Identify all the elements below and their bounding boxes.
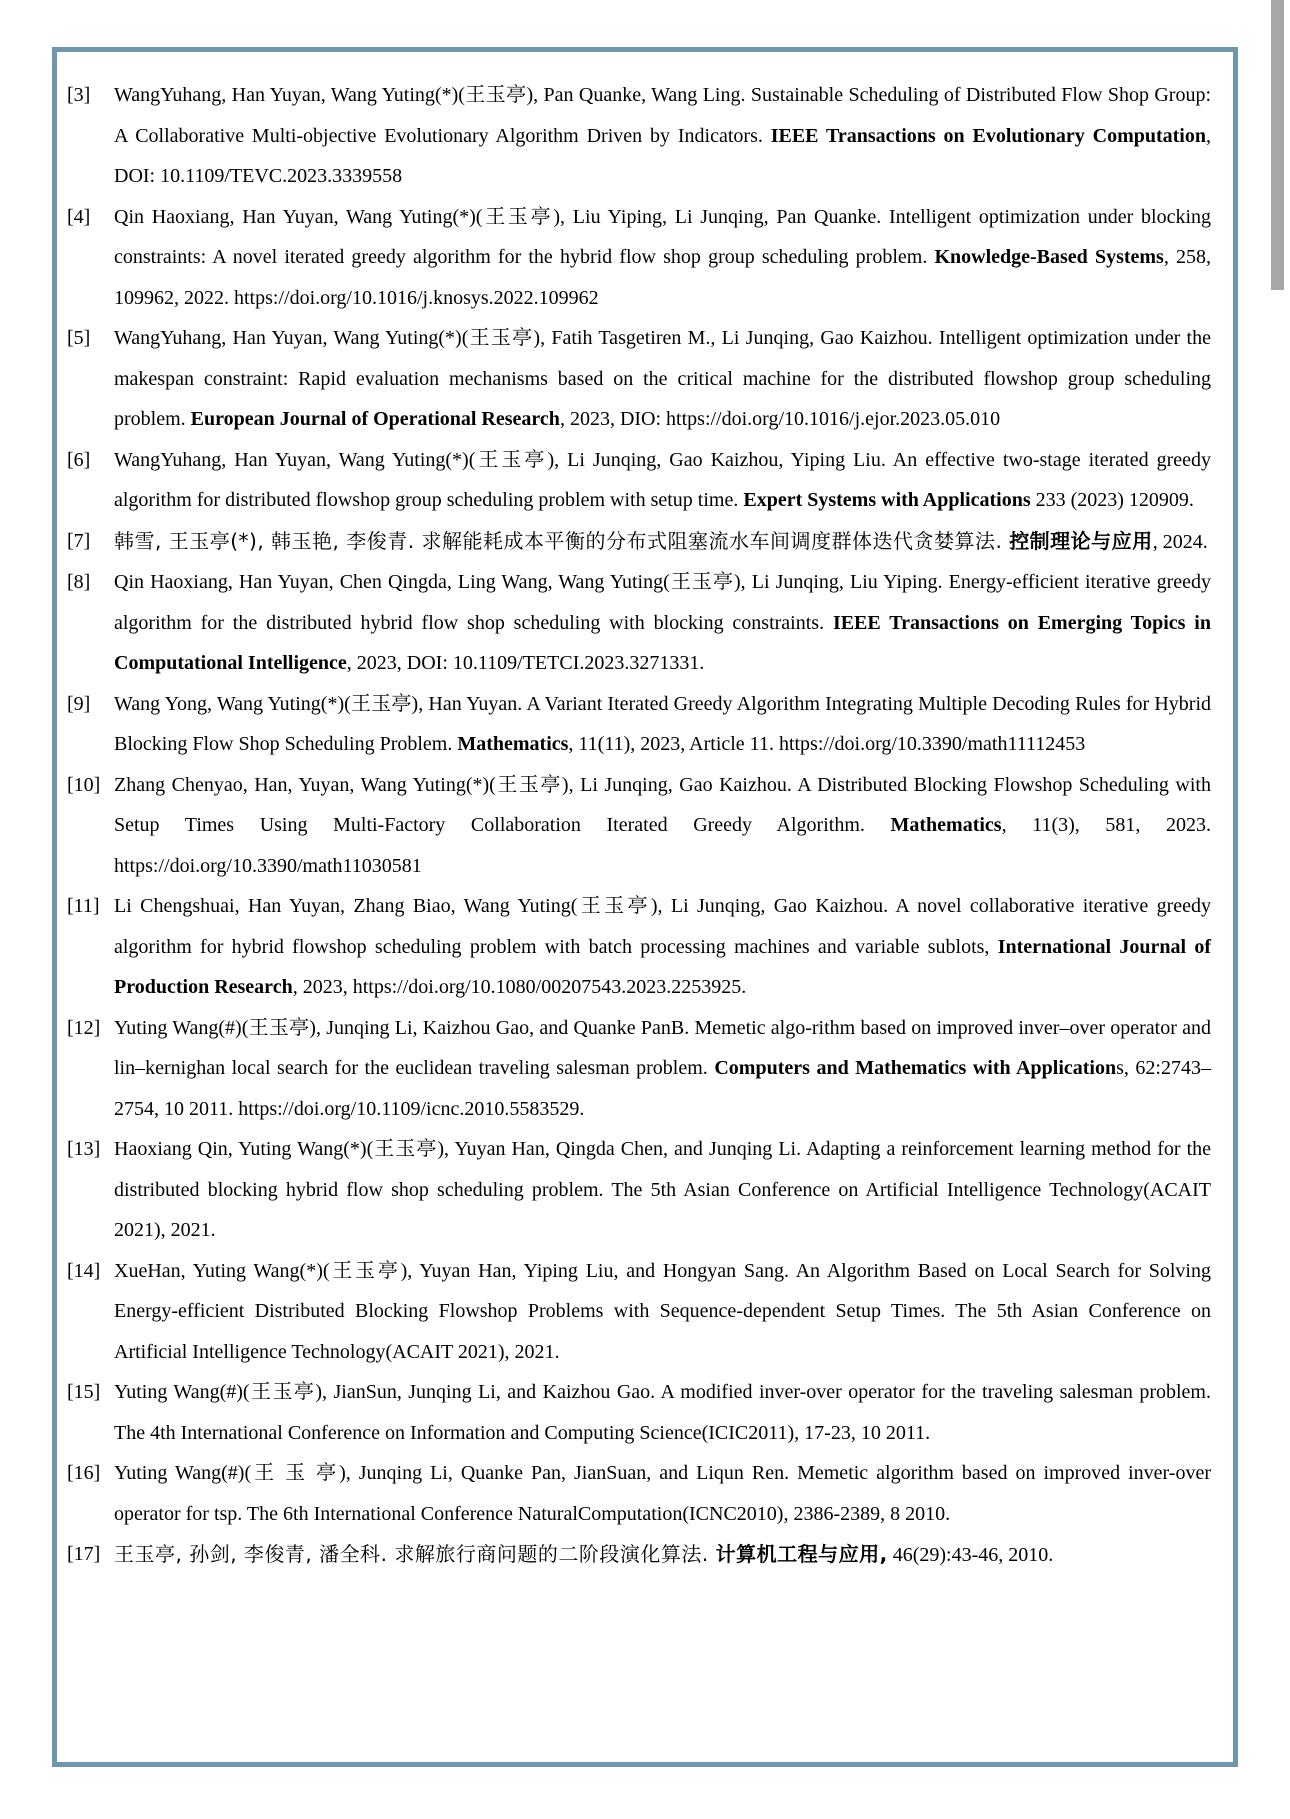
reference-text <box>114 1534 1211 1576</box>
reference-item <box>67 75 1211 197</box>
reference-item <box>67 562 1211 684</box>
page-frame <box>52 47 1238 1767</box>
reference-number: [12] <box>67 1016 101 1039</box>
reference-item <box>67 197 1211 319</box>
reference-segment: Qin Haoxiang, Han Yuyan, Chen Qingda, Ling Wang, Wang Yuting(王玉亭), Li Junqing, Liu Yiping. Energy-efficient iterative greedy algorithm for the distributed hybrid flow shop scheduling with blocking constraints. <box>114 571 1211 634</box>
reference-segment: Mathematics <box>457 733 569 755</box>
reference-item <box>67 521 1211 563</box>
reference-segment: , 11(11), 2023, Article 11. https://doi.org/10.3390/math11112453 <box>568 733 1086 755</box>
reference-segment: s, 62:2743–2754, 10 2011. https://doi.org/10.1109/icnc.2010.5583529. <box>114 1057 1211 1120</box>
reference-number: [8] <box>67 571 91 593</box>
reference-text <box>114 521 1211 563</box>
reference-segment: WangYuhang, Han Yuyan, Wang Yuting(*)(王玉亭), Pan Quanke, Wang Ling. Sustainable Scheduling of Distributed Flow Shop Group: A Collaborative Multi-objective Evolutionary Algorithm Driven by Indicators. <box>114 84 1211 147</box>
reference-segment: WangYuhang, Han Yuyan, Wang Yuting(*)(王玉亭), Li Junqing, Gao Kaizhou, Yiping Liu. An effective two-stage iterated greedy algorithm for distributed flowshop group scheduling problem with setup time. <box>114 448 1211 511</box>
reference-number: [14] <box>67 1259 101 1282</box>
reference-segment: Expert Systems with Applications <box>743 489 1031 511</box>
reference-segment: 46(29):43-46, 2010. <box>887 1544 1054 1566</box>
reference-item <box>67 440 1211 521</box>
reference-number: [6] <box>67 448 91 471</box>
reference-text <box>114 197 1211 319</box>
reference-segment: , 2023, DIO: https://doi.org/10.1016/j.ejor.2023.05.010 <box>559 408 1001 430</box>
reference-segment: Wang Yong, Wang Yuting(*)(王玉亭), Han Yuyan. A Variant Iterated Greedy Algorithm Integrating Multiple Decoding Rules for Hybrid Blocking Flow Shop Scheduling Problem. <box>114 692 1211 755</box>
reference-segment: Yuting Wang(#)(王玉亭), Junqing Li, Kaizhou Gao, and Quanke PanB. Memetic algo-rithm based on improved inver–over operator and lin–kernighan local search for the euclidean traveling salesman problem. <box>114 1016 1211 1079</box>
reference-text <box>114 318 1211 440</box>
reference-segment: 王玉亭, 孙剑, 李俊青, 潘全科. 求解旅行商问题的二阶段演化算法. <box>114 1542 716 1566</box>
reference-segment: 233 (2023) 120909. <box>1030 489 1194 511</box>
reference-segment: , 258, 109962, 2022. https://doi.org/10.1016/j.knosys.2022.109962 <box>114 246 1211 309</box>
scrollbar-thumb[interactable] <box>1271 0 1284 290</box>
reference-segment: Computers and Mathematics with Application <box>714 1057 1117 1079</box>
reference-segment: WangYuhang, Han Yuyan, Wang Yuting(*)(王玉亭), Fatih Tasgetiren M., Li Junqing, Gao Kaizhou. Intelligent optimization under the makespan constraint: Rapid evaluation mechanisms based on the critical machine for the distributed flowshop group scheduling problem. <box>114 327 1211 430</box>
reference-text <box>114 1251 1211 1373</box>
reference-item <box>67 1453 1211 1534</box>
reference-text <box>114 765 1211 887</box>
reference-segment: , 2023, DOI: 10.1109/TETCI.2023.3271331. <box>346 652 705 674</box>
reference-segment: Yuting Wang(#)(王玉亭), JianSun, Junqing Li, and Kaizhou Gao. A modified inver-over operator for the traveling salesman problem. The 4th International Conference on Information and Computing Science(ICIC2011), 17-23, 10 2011. <box>114 1381 1211 1444</box>
reference-segment: Knowledge-Based Systems <box>934 246 1164 268</box>
reference-item <box>67 684 1211 765</box>
reference-segment: Yuting Wang(#)(王 玉 亭), Junqing Li, Quanke Pan, JianSuan, and Liqun Ren. Memetic algorithm based on improved inver-over operator for tsp. The 6th International Conference NaturalComputation(ICNC2010), 2386-2389, 8 2010. <box>114 1462 1211 1525</box>
reference-item <box>67 886 1211 1008</box>
reference-number: [5] <box>67 327 91 349</box>
reference-segment: Mathematics <box>890 814 1002 836</box>
reference-number: [15] <box>67 1381 101 1403</box>
reference-text <box>114 562 1211 684</box>
reference-text <box>114 75 1211 197</box>
reference-number: [4] <box>67 205 91 228</box>
reference-segment: IEEE Transactions on Emerging Topics in Computational Intelligence <box>114 611 1211 674</box>
reference-item <box>67 1251 1211 1373</box>
reference-item <box>67 318 1211 440</box>
reference-segment: XueHan, Yuting Wang(*)(王玉亭), Yuyan Han, Yiping Liu, and Hongyan Sang. An Algorithm Based on Local Search for Solving Energy-efficient Distributed Blocking Flowshop Problems with Sequence-dependent Setup Times. The 5th Asian Conference on Artificial Intelligence Technology(ACAIT 2021), 2021. <box>114 1259 1211 1363</box>
reference-segment: , 2023, https://doi.org/10.1080/00207543.2023.2253925. <box>292 976 747 998</box>
reference-number: [9] <box>67 692 91 715</box>
reference-segment: European Journal of Operational Research <box>190 408 560 430</box>
reference-segment: Qin Haoxiang, Han Yuyan, Wang Yuting(*)(王玉亭), Liu Yiping, Li Junqing, Pan Quanke. Intelligent optimization under blocking constraints: A novel iterated greedy algorithm for the hybrid flow shop group scheduling problem. <box>114 205 1211 268</box>
reference-segment: Haoxiang Qin, Yuting Wang(*)(王玉亭), Yuyan Han, Qingda Chen, and Junqing Li. Adapting a reinforcement learning method for the distributed blocking hybrid flow shop scheduling problem. The 5th Asian Conference on Artificial Intelligence Technology(ACAIT 2021), 2021. <box>114 1138 1211 1241</box>
reference-item <box>67 765 1211 887</box>
reference-number: [17] <box>67 1543 101 1565</box>
reference-item <box>67 1534 1211 1576</box>
reference-item <box>67 1372 1211 1453</box>
reference-list <box>67 75 1211 1576</box>
reference-segment: Li Chengshuai, Han Yuyan, Zhang Biao, Wang Yuting(王玉亭), Li Junqing, Gao Kaizhou. A novel collaborative iterative greedy algorithm for hybrid flowshop scheduling problem with batch processing machines and variable sublots, <box>114 895 1211 958</box>
reference-segment: , 2024. <box>1152 530 1208 553</box>
reference-segment: , DOI: 10.1109/TEVC.2023.3339558 <box>114 124 1211 187</box>
reference-text <box>114 684 1211 765</box>
reference-text <box>114 1453 1211 1534</box>
reference-item <box>67 1008 1211 1130</box>
reference-number: [3] <box>67 84 91 106</box>
reference-segment: IEEE Transactions on Evolutionary Computation <box>770 124 1206 147</box>
reference-item <box>67 1129 1211 1251</box>
reference-number: [7] <box>67 529 91 552</box>
reference-segment: , 11(3), 581, 2023. https://doi.org/10.3390/math11030581 <box>114 814 1211 877</box>
reference-text <box>114 1129 1211 1251</box>
reference-segment: 控制理论与应用 <box>1009 528 1153 553</box>
reference-number: [10] <box>67 773 101 796</box>
reference-segment: International Journal of Production Research <box>114 935 1211 998</box>
reference-segment: 韩雪, 王玉亭(*), 韩玉艳, 李俊青. 求解能耗成本平衡的分布式阻塞流水车间调度群体迭代贪婪算法. <box>114 528 1010 553</box>
reference-segment: 计算机工程与应用, <box>715 1542 888 1566</box>
reference-segment: Zhang Chenyao, Han, Yuyan, Wang Yuting(*)(王玉亭), Li Junqing, Gao Kaizhou. A Distributed Blocking Flowshop Scheduling with Setup Times Using Multi-Factory Collaboration Iterated Greedy Algorithm. <box>114 773 1211 836</box>
reference-text <box>114 440 1211 521</box>
reference-number: [11] <box>67 895 100 917</box>
reference-text <box>114 1372 1211 1453</box>
reference-number: [16] <box>67 1462 101 1484</box>
reference-text <box>114 1008 1211 1130</box>
reference-text <box>114 886 1211 1008</box>
reference-number: [13] <box>67 1138 101 1160</box>
